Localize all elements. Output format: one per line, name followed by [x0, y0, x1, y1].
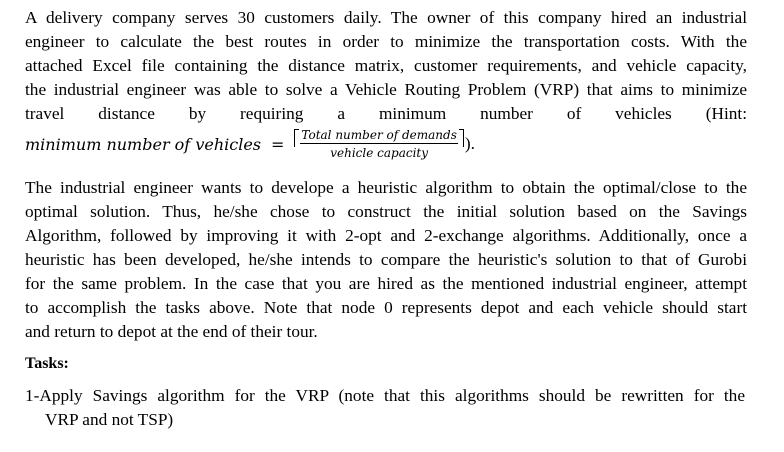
paragraph-spacer	[25, 164, 747, 176]
second-line-7: and return to depot at the end of their tour.	[25, 322, 318, 341]
formula-equals: =	[271, 134, 285, 154]
task-item-1	[25, 384, 747, 432]
tasks-heading: Tasks:	[25, 355, 69, 372]
hint-formula	[25, 124, 747, 164]
intro-line-2: engineer to calculate the best routes in order to minimize the transportation costs. With the	[25, 32, 747, 51]
intro-paragraph	[25, 6, 747, 126]
second-line-2: optimal solution. Thus, he/she chose to construct the initial solution based on the Savings	[25, 202, 747, 221]
formula-denominator: vehicle capacity	[330, 145, 429, 160]
document-page	[25, 6, 747, 432]
ceiling-bracket-right	[459, 129, 464, 147]
formula-fraction	[294, 128, 463, 161]
second-line-3: Algorithm, followed by improving it with 2-opt and 2-exchange algorithms. Additionally, once a	[25, 226, 747, 245]
intro-line-3: attached Excel file containing the distance matrix, customer requirements, and vehicle capacity,	[25, 56, 747, 75]
intro-line-1: A delivery company serves 30 customers daily. The owner of this company hired an industrial	[25, 8, 747, 27]
intro-line-4: the industrial engineer was able to solve a Vehicle Routing Problem (VRP) that aims to minimize	[25, 80, 747, 99]
second-line-6: to accomplish the tasks above. Note that node 0 represents depot and each vehicle should start	[25, 298, 747, 317]
second-line-1: The industrial engineer wants to develope a heuristic algorithm to obtain the optimal/close to the	[25, 178, 747, 197]
intro-line-5: travel distance by requiring a minimum number of vehicles (Hint:	[25, 104, 747, 123]
formula-close: ).	[464, 134, 475, 153]
second-line-5: for the same problem. In the case that you are hired as the mentioned industrial engineer, attempt	[25, 274, 747, 293]
formula-numerator: Total number of demands	[301, 127, 457, 142]
second-paragraph	[25, 176, 747, 344]
task-1-line-2: VRP and not TSP)	[45, 410, 174, 429]
second-line-4: heuristic has been developed, he/she intends to compare the heuristic's solution to that of Gurobi	[25, 250, 747, 269]
ceiling-bracket-left	[294, 129, 299, 147]
formula-lhs: minimum number of vehicles	[25, 134, 261, 154]
task-1-line-1: 1-Apply Savings algorithm for the VRP (note that this algorithms should be rewritten for the	[25, 386, 745, 405]
